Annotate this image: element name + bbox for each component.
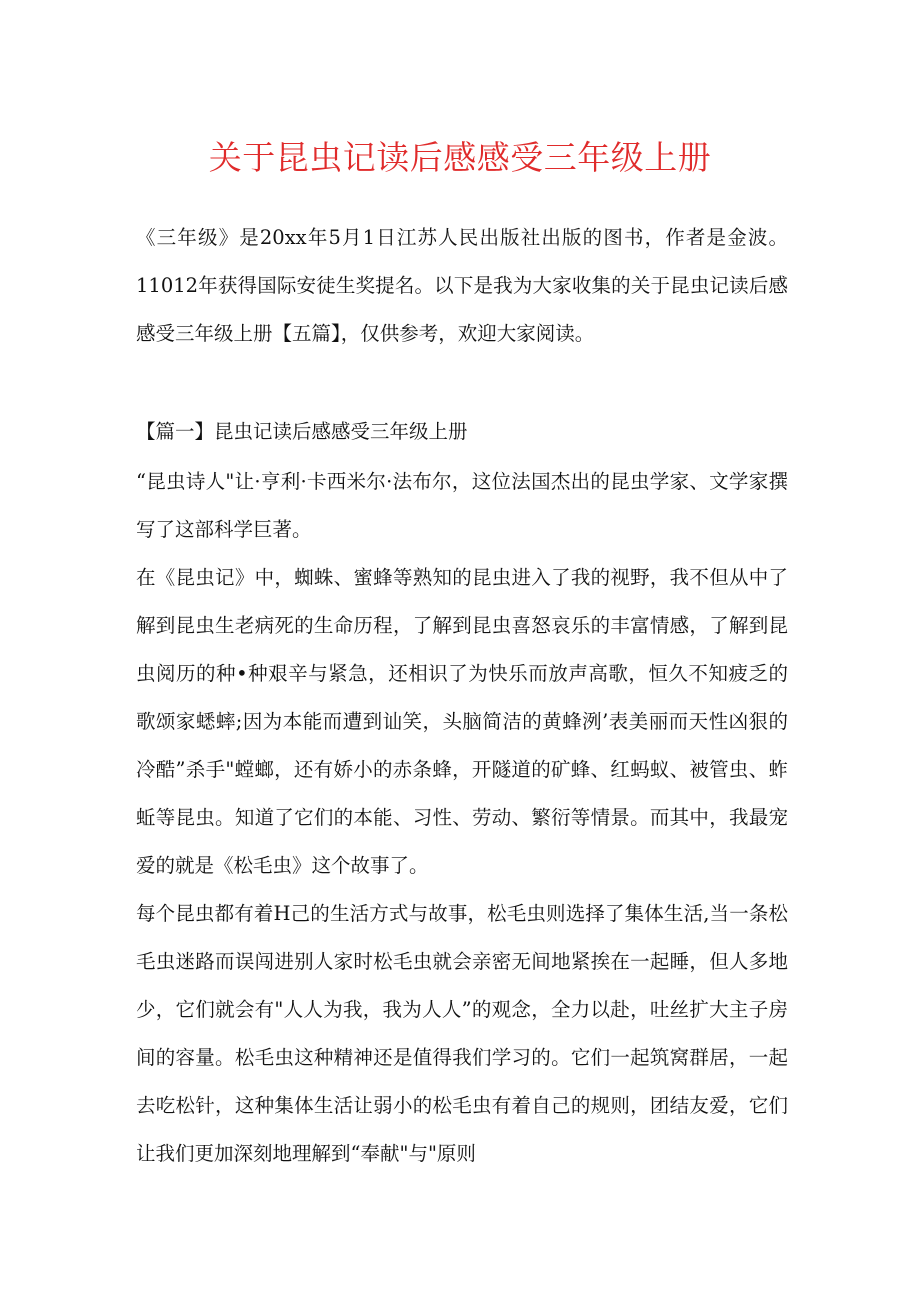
page-title: 关于昆虫记读后感感受三年级上册 — [208, 138, 712, 177]
paragraph-1: “昆虫诗人"让·亨利·卡西米尔·法布尔，这位法国杰出的昆虫学家、文学家撰写了这部科学巨著。 — [136, 470, 788, 541]
intro-paragraph: 《三年级》是20xx年5月1日江苏人民出版社出版的图书，作者是金波。11012年获得国际安徒生奖提名。以下是我为大家收集的关于昆虫记读后感感受三年级上册【五篇】，仅供参考，欢迎大家阅读。 — [136, 226, 788, 345]
paragraph-2: 在《昆虫记》中，蜘蛛、蜜蜂等熟知的昆虫进入了我的视野，我不但从中了解到昆虫生老病死的生命历程，了解到昆虫喜怒哀乐的丰富情感，了解到昆虫阅历的种•种艰辛与紧急，还相识了为快乐而放声高歌，恒久不知疲乏的歌颂家蟋蟀;因为本能而遭到讪笑，头脑简洁的黄蜂洌’表美丽而天性凶狠的冷酷”杀手"螳螂，还有娇小的赤条蜂，开隧道的矿蜂、红蚂蚁、被管虫、蚱蚯等昆虫。知道了它们的本能、习性、劳动、繁衍等情景。而其中，我最宠爱的就是《松毛虫》这个故事了。 — [136, 566, 788, 877]
section-heading: 【篇一】昆虫记读后感感受三年级上册 — [136, 420, 468, 443]
paragraph-3: 每个昆虫都有着H己的生活方式与故事，松毛虫则选择了集体生活,当一条松毛虫迷路而误闯进别人家时松毛虫就会亲密无间地紧挨在一起睡，但人多地少，它们就会有"人人为我，我为人人”的观念，全力以赴，吐丝扩大主子房间的容量。松毛虫这种精神还是值得我们学习的。它们一起筑窝群居，一起去吃松针，这种集体生活让弱小的松毛虫有着自己的规则，团结友爱，它们让我们更加深刻地理解到“奉献"与"原则 — [136, 902, 788, 1165]
